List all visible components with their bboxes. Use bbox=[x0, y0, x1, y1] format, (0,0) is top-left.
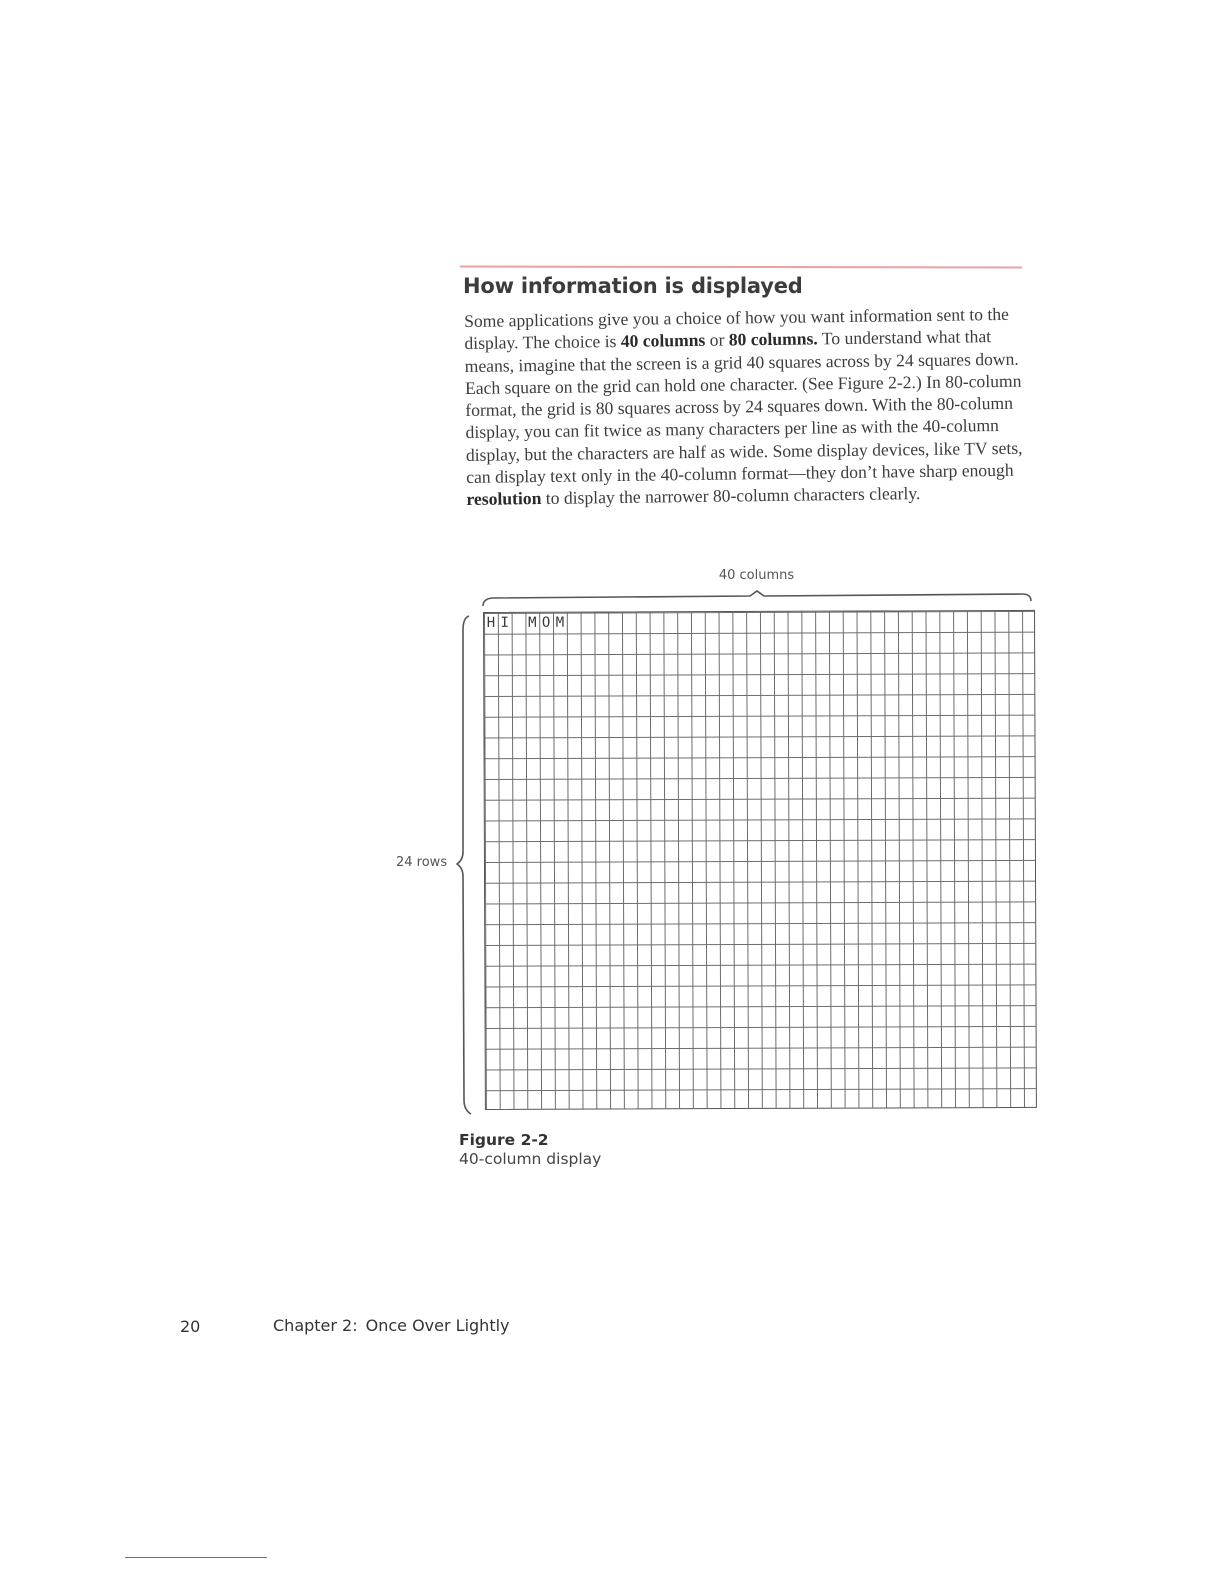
grid-character: H bbox=[486, 614, 496, 631]
grid-character: M bbox=[528, 614, 537, 631]
grid-character: O bbox=[541, 614, 551, 631]
bold-term: 40 columns bbox=[620, 330, 706, 352]
page-number: 20 bbox=[180, 1317, 201, 1336]
bold-term: 80 columns. bbox=[728, 328, 818, 350]
grid-character: I bbox=[500, 614, 509, 631]
paragraph-text: To understand what that means, imagine that the screen is a grid 40 squares across by 24 squares down. Each square on the grid can hold one character. (See Figure 2-2.) In 80-column format, the grid is 80 squares across by 24 squares down. With the 80-column display, you can fit twice as many characters per line as with the 40-column display, but the characters are half as wide. Some display devices, like TV sets, can display text only in the 40-column format—they don’t have sharp enough bbox=[464, 326, 1023, 488]
paragraph-text: or bbox=[705, 329, 729, 351]
columns-label-wrap bbox=[0, 568, 1224, 583]
first-row-characters bbox=[484, 613, 567, 634]
running-head bbox=[273, 1316, 510, 1335]
rows-brace bbox=[455, 612, 475, 1117]
section-rule bbox=[460, 266, 1022, 269]
paragraph-text: Some applications give you a choice of how you want information sent to the display. The choice is bbox=[464, 303, 1010, 354]
bottom-line bbox=[125, 1557, 267, 1558]
grid-character: M bbox=[555, 614, 565, 631]
columns-brace bbox=[478, 588, 1038, 610]
bold-term: resolution bbox=[466, 488, 542, 510]
character-grid bbox=[483, 610, 1037, 1110]
section-heading: How information is displayed bbox=[463, 274, 803, 298]
figure-caption: 40-column display bbox=[459, 1150, 602, 1168]
grid-character bbox=[512, 613, 526, 634]
body-paragraph bbox=[464, 303, 1035, 511]
figure-number: Figure 2-2 bbox=[459, 1131, 549, 1149]
columns-label: 40 columns bbox=[718, 568, 795, 583]
rows-label: 24 rows bbox=[396, 855, 448, 870]
paragraph-text: to display the narrower 80-column characters clearly. bbox=[541, 483, 921, 509]
chapter-title: Once Over Lightly bbox=[365, 1316, 510, 1335]
chapter-number: Chapter 2: bbox=[273, 1316, 358, 1335]
